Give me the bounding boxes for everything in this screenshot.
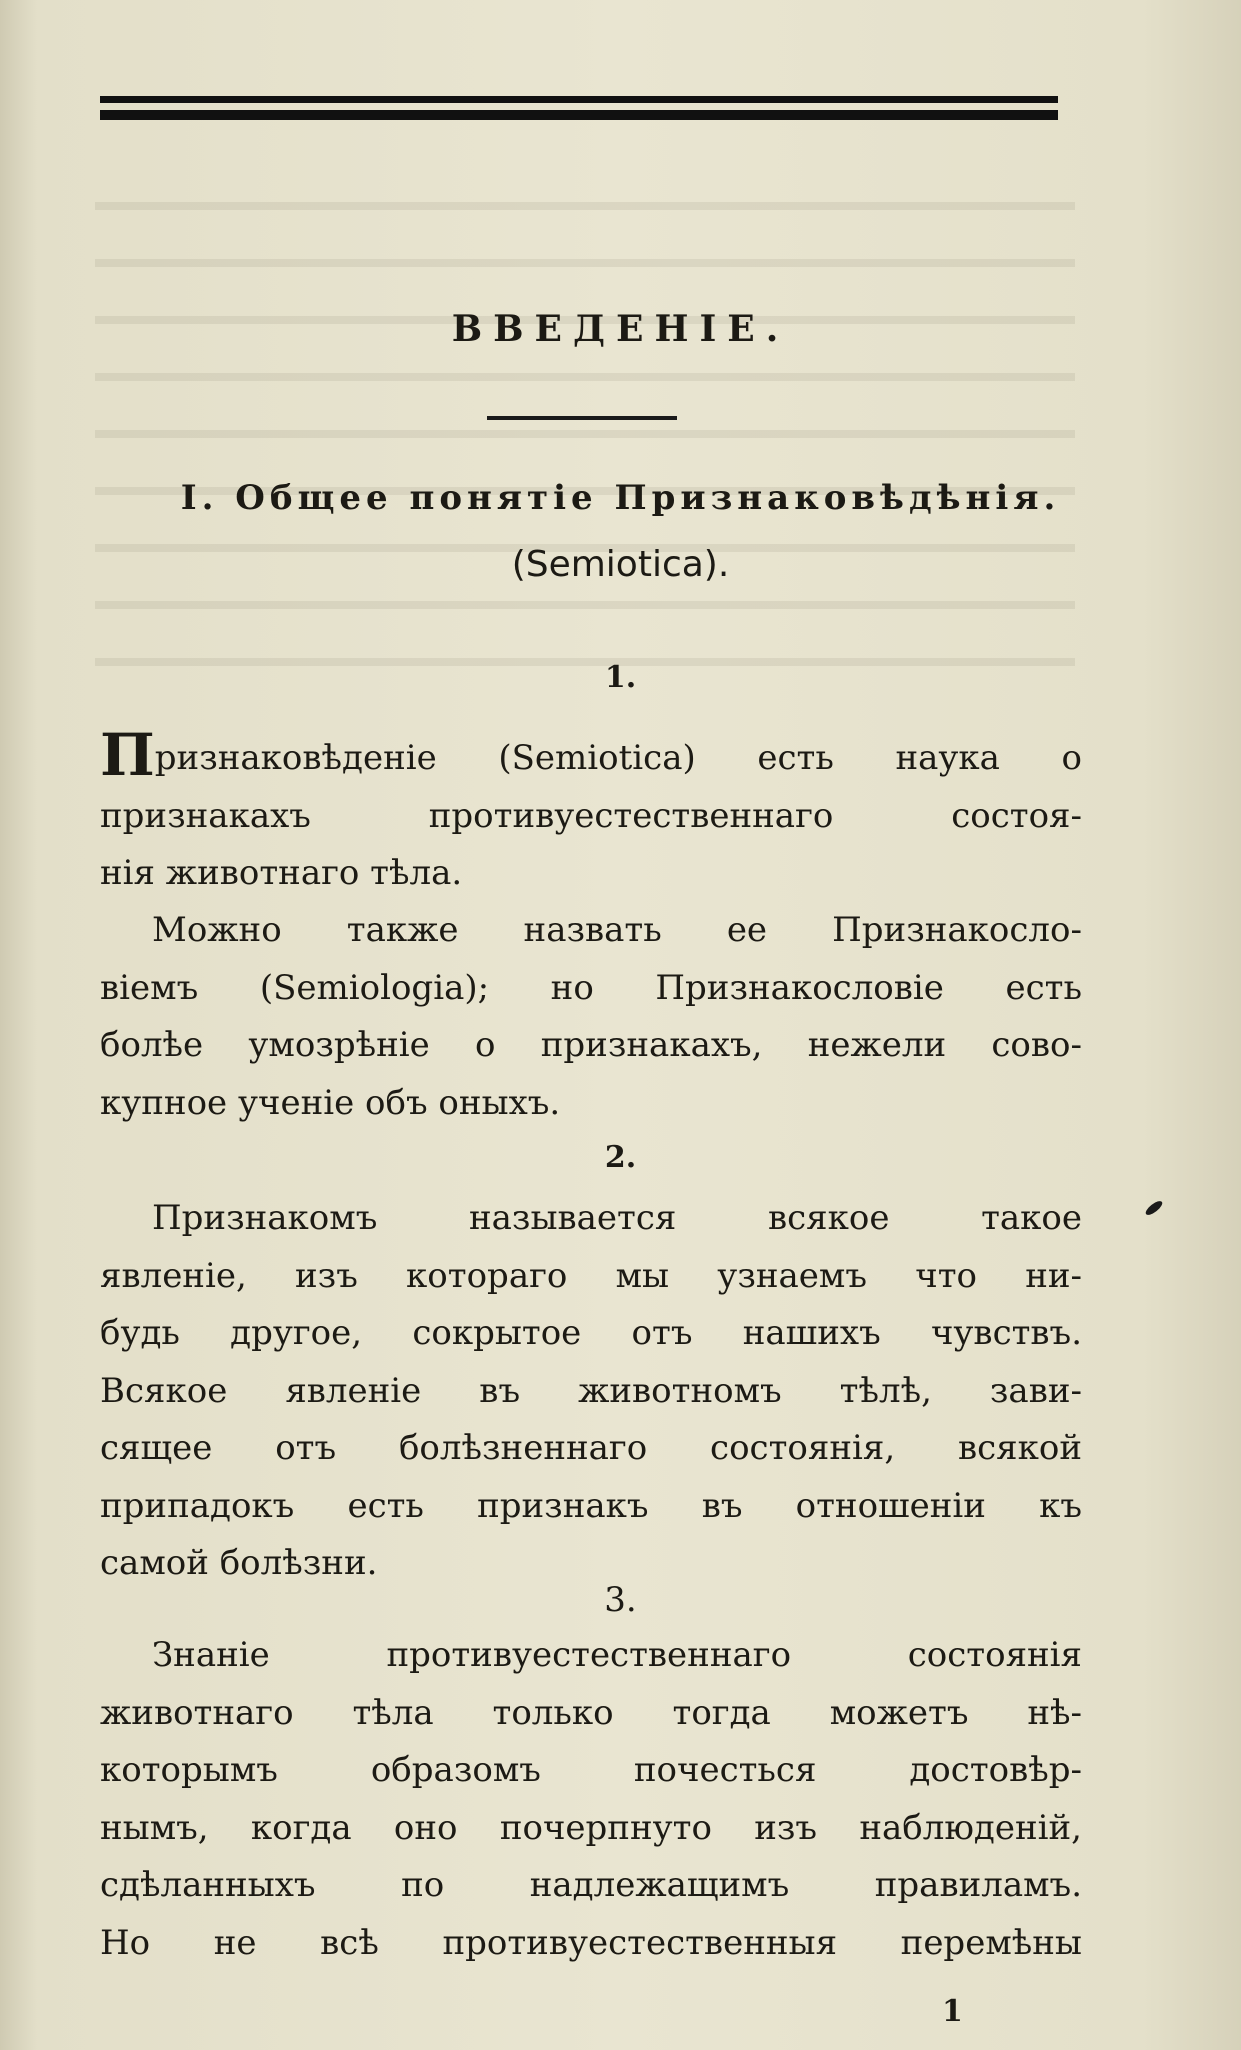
section-subtitle: (Semiotica). [511,544,730,585]
text-line: будь другое, сокрытое отъ нашихъ чувствъ. [100,1313,1082,1353]
text-line: Признакомъ называется всякое такое [152,1198,1082,1238]
text-line: нымъ, когда оно почерпнуто изъ наблюденій, [100,1807,1082,1848]
section-title: I. Общее понятіе Признаковѣдѣнія. [180,478,1061,518]
paragraph-number-1: 1. [604,660,637,695]
text-line: сдѣланныхъ по надлежащимъ правиламъ. [100,1865,1082,1905]
paragraph-2 [100,902,1082,1132]
show-through-text [95,170,1075,710]
header-rule-thin [100,96,1058,103]
text-line: которымъ образомъ почесться достовѣр- [100,1750,1082,1790]
text-line: болѣе умозрѣніе о признакахъ, нежели сово- [100,1025,1082,1065]
text-line: віемъ (Semiologia); но Признакословіе есть [100,967,1082,1008]
header-rule-thick [100,110,1058,120]
text-line: Знаніе противуестественнаго состоянія [152,1635,1082,1675]
text-line: признакахъ противуестественнаго состоя- [100,795,1082,836]
text-line: явленіе, изъ котораго мы узнаемъ что ни- [100,1255,1082,1296]
text-line: Признаковѣденіе (Semiotica) есть наука о [100,730,1082,788]
paragraph-4 [100,1627,1082,1972]
text-line: купное ученіе объ оныхъ. [100,1082,561,1123]
paragraph-number-3: 3. [604,1580,637,1620]
text-line: нія животнаго тѣла. [100,853,463,893]
text-line: припадокъ есть признакъ въ отношеніи къ [100,1485,1082,1526]
text-line: Всякое явленіе въ животномъ тѣлѣ, зави- [100,1370,1082,1411]
chapter-heading: ВВЕДЕНІЕ. [451,308,790,350]
paragraph-3 [100,1190,1082,1593]
text-line: животнаго тѣла только тогда можетъ нѣ- [100,1692,1082,1733]
ink-mark [1144,1199,1165,1218]
text-line: сящее отъ болѣзненнаго состоянія, всякой [100,1428,1082,1468]
text-line: Но не всѣ противуестественныя перемѣны [100,1922,1082,1963]
paragraph-number-2: 2. [604,1140,637,1175]
page-number: 1 [942,1994,963,2029]
drop-cap: П [100,730,155,788]
text-line: Можно также назвать ее Признакосло- [152,910,1082,950]
text-line: самой болѣзни. [100,1543,378,1583]
heading-divider [487,416,677,420]
paragraph-1 [100,730,1082,903]
